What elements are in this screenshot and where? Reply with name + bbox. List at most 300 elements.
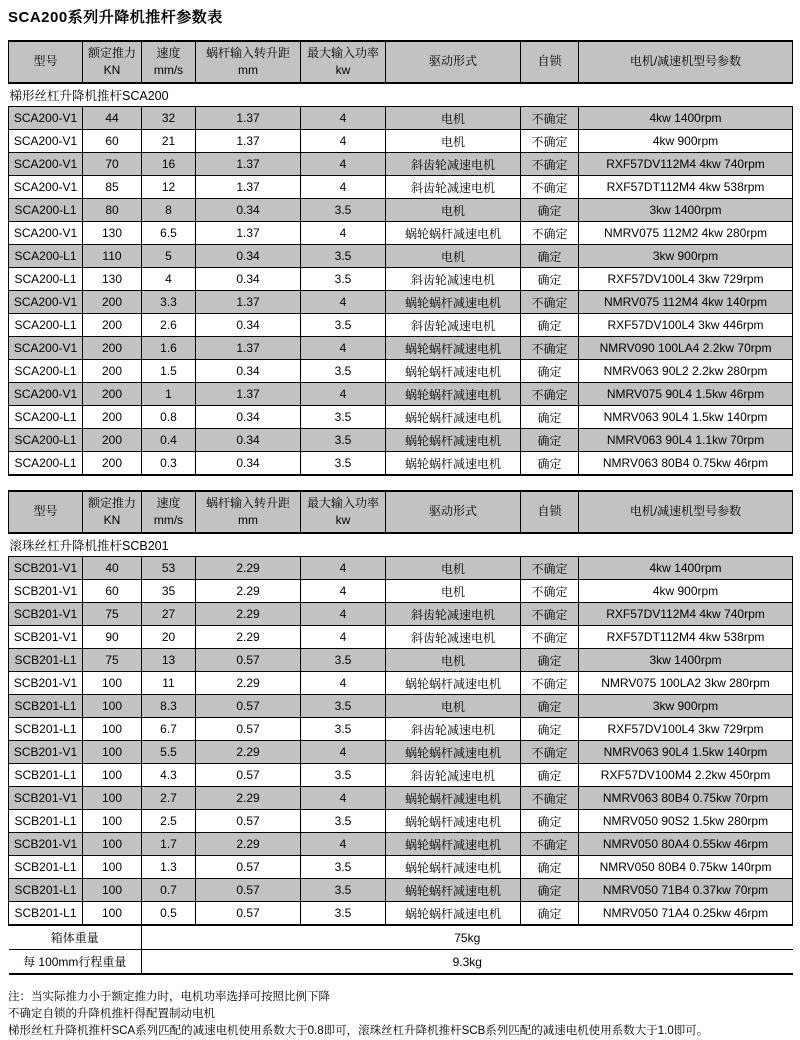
table-row bbox=[9, 741, 793, 764]
cell: 12 bbox=[142, 176, 196, 199]
cell: 0.57 bbox=[196, 902, 301, 926]
cell: SCA200-V1 bbox=[9, 222, 83, 245]
cell: 不确定 bbox=[521, 383, 579, 406]
column-header-unit: mm bbox=[238, 63, 258, 77]
cell: 电机 bbox=[386, 245, 521, 268]
cell: SCB201-V1 bbox=[9, 557, 83, 580]
cell: 200 bbox=[83, 429, 142, 452]
cell: 1.37 bbox=[196, 107, 301, 130]
column-header bbox=[83, 41, 142, 83]
cell: 40 bbox=[83, 557, 142, 580]
cell: NMRV050 80A4 0.55kw 46rpm bbox=[579, 833, 793, 856]
table-row bbox=[9, 626, 793, 649]
cell: 确定 bbox=[521, 810, 579, 833]
cell: 1.37 bbox=[196, 222, 301, 245]
cell: 蜗轮蜗杆减速电机 bbox=[386, 383, 521, 406]
cell: RXF57DV112M4 4kw 740rpm bbox=[579, 153, 793, 176]
cell: 130 bbox=[83, 268, 142, 291]
cell: 3.5 bbox=[301, 810, 386, 833]
cell: 2.6 bbox=[142, 314, 196, 337]
cell: 3.5 bbox=[301, 695, 386, 718]
cell: 0.34 bbox=[196, 406, 301, 429]
cell: 4 bbox=[301, 626, 386, 649]
cell: SCB201-L1 bbox=[9, 879, 83, 902]
cell: 2.29 bbox=[196, 557, 301, 580]
footer-label: 箱体重量 bbox=[9, 925, 142, 950]
cell: 130 bbox=[83, 222, 142, 245]
cell: 100 bbox=[83, 879, 142, 902]
cell: 4 bbox=[301, 741, 386, 764]
table-row bbox=[9, 902, 793, 926]
cell: 60 bbox=[83, 580, 142, 603]
cell: 1 bbox=[142, 383, 196, 406]
cell: 斜齿轮减速电机 bbox=[386, 626, 521, 649]
table-row bbox=[9, 429, 793, 452]
cell: 200 bbox=[83, 406, 142, 429]
cell: 确定 bbox=[521, 452, 579, 476]
cell: 75 bbox=[83, 603, 142, 626]
table-row bbox=[9, 764, 793, 787]
table-row bbox=[9, 452, 793, 476]
cell: 蜗轮蜗杆减速电机 bbox=[386, 672, 521, 695]
table-row bbox=[9, 153, 793, 176]
table-row bbox=[9, 268, 793, 291]
cell: 确定 bbox=[521, 245, 579, 268]
cell: 确定 bbox=[521, 429, 579, 452]
footer-value: 9.3kg bbox=[142, 950, 793, 975]
cell: 100 bbox=[83, 718, 142, 741]
cell: 3.5 bbox=[301, 268, 386, 291]
cell: 2.7 bbox=[142, 787, 196, 810]
cell: 3kw 900rpm bbox=[579, 695, 793, 718]
cell: NMRV075 100LA2 3kw 280rpm bbox=[579, 672, 793, 695]
cell: 3.5 bbox=[301, 452, 386, 476]
column-header-label: 额定推力 bbox=[87, 45, 136, 60]
cell: 1.3 bbox=[142, 856, 196, 879]
section-row bbox=[9, 83, 793, 107]
table-row bbox=[9, 337, 793, 360]
table-row bbox=[9, 787, 793, 810]
cell: 200 bbox=[83, 314, 142, 337]
cell: 35 bbox=[142, 580, 196, 603]
cell: 蜗轮蜗杆减速电机 bbox=[386, 337, 521, 360]
cell: NMRV063 90L4 1.1kw 70rpm bbox=[579, 429, 793, 452]
table-row bbox=[9, 245, 793, 268]
cell: 0.34 bbox=[196, 429, 301, 452]
cell: SCA200-L1 bbox=[9, 406, 83, 429]
table-row bbox=[9, 383, 793, 406]
table-row bbox=[9, 856, 793, 879]
column-header bbox=[301, 491, 386, 533]
cell: 53 bbox=[142, 557, 196, 580]
cell: 0.3 bbox=[142, 452, 196, 476]
cell: 2.29 bbox=[196, 787, 301, 810]
table-row bbox=[9, 879, 793, 902]
cell: 电机 bbox=[386, 130, 521, 153]
cell: 0.34 bbox=[196, 199, 301, 222]
cell: 蜗轮蜗杆减速电机 bbox=[386, 810, 521, 833]
cell: 确定 bbox=[521, 649, 579, 672]
cell: 4 bbox=[301, 291, 386, 314]
cell: 确定 bbox=[521, 764, 579, 787]
table-row bbox=[9, 107, 793, 130]
cell: 100 bbox=[83, 695, 142, 718]
cell: 确定 bbox=[521, 879, 579, 902]
cell: 0.57 bbox=[196, 649, 301, 672]
table-row bbox=[9, 718, 793, 741]
column-header bbox=[142, 491, 196, 533]
cell: 蜗轮蜗杆减速电机 bbox=[386, 856, 521, 879]
table-row bbox=[9, 176, 793, 199]
cell: 斜齿轮减速电机 bbox=[386, 603, 521, 626]
table-row bbox=[9, 360, 793, 383]
section-label: 滚珠丝杠升降机推杆SCB201 bbox=[9, 533, 793, 557]
cell: RXF57DT112M4 4kw 538rpm bbox=[579, 176, 793, 199]
column-header bbox=[579, 491, 793, 533]
cell: 0.57 bbox=[196, 879, 301, 902]
table-header-row bbox=[9, 41, 793, 83]
cell: SCA200-V1 bbox=[9, 291, 83, 314]
cell: 0.34 bbox=[196, 360, 301, 383]
cell: 蜗轮蜗杆减速电机 bbox=[386, 429, 521, 452]
cell: 确定 bbox=[521, 199, 579, 222]
column-header-unit: kw bbox=[335, 513, 351, 527]
cell: 100 bbox=[83, 787, 142, 810]
cell: 确定 bbox=[521, 902, 579, 926]
cell: 不确定 bbox=[521, 222, 579, 245]
cell: NMRV075 112M2 4kw 280rpm bbox=[579, 222, 793, 245]
column-header-label: 型号 bbox=[33, 504, 58, 519]
cell: SCA200-V1 bbox=[9, 153, 83, 176]
cell: RXF57DV112M4 4kw 740rpm bbox=[579, 603, 793, 626]
column-header bbox=[9, 491, 83, 533]
table-row bbox=[9, 314, 793, 337]
cell: 0.57 bbox=[196, 810, 301, 833]
cell: 4 bbox=[301, 222, 386, 245]
section-label: 梯形丝杠升降机推杆SCA200 bbox=[9, 83, 793, 107]
cell: 蜗轮蜗杆减速电机 bbox=[386, 833, 521, 856]
cell: 0.57 bbox=[196, 764, 301, 787]
cell: 4 bbox=[301, 107, 386, 130]
column-header bbox=[196, 491, 301, 533]
cell: 80 bbox=[83, 199, 142, 222]
cell: 0.8 bbox=[142, 406, 196, 429]
cell: 3.5 bbox=[301, 406, 386, 429]
cell: SCA200-L1 bbox=[9, 245, 83, 268]
cell: 确定 bbox=[521, 314, 579, 337]
column-header-label: 自锁 bbox=[537, 54, 562, 69]
cell: 100 bbox=[83, 764, 142, 787]
cell: 4 bbox=[301, 672, 386, 695]
column-header bbox=[83, 491, 142, 533]
table-row bbox=[9, 222, 793, 245]
cell: 3kw 1400rpm bbox=[579, 649, 793, 672]
cell: 0.34 bbox=[196, 452, 301, 476]
cell: 4 bbox=[301, 153, 386, 176]
cell: 斜齿轮减速电机 bbox=[386, 718, 521, 741]
cell: 6.5 bbox=[142, 222, 196, 245]
cell: 蜗轮蜗杆减速电机 bbox=[386, 879, 521, 902]
cell: 5 bbox=[142, 245, 196, 268]
cell: 电机 bbox=[386, 580, 521, 603]
cell: 斜齿轮减速电机 bbox=[386, 314, 521, 337]
cell: NMRV075 112M4 4kw 140rpm bbox=[579, 291, 793, 314]
cell: 0.5 bbox=[142, 902, 196, 926]
table-row bbox=[9, 833, 793, 856]
cell: SCB201-V1 bbox=[9, 580, 83, 603]
cell: 电机 bbox=[386, 107, 521, 130]
cell: 2.29 bbox=[196, 603, 301, 626]
column-header bbox=[386, 41, 521, 83]
cell: RXF57DV100M4 2.2kw 450rpm bbox=[579, 764, 793, 787]
note-line: 注：当实际推力小于额定推力时，电机功率选择可按照比例下降 bbox=[8, 991, 330, 1003]
cell: 110 bbox=[83, 245, 142, 268]
cell: 4kw 1400rpm bbox=[579, 107, 793, 130]
cell: 蜗轮蜗杆减速电机 bbox=[386, 406, 521, 429]
cell: 4 bbox=[301, 557, 386, 580]
column-header-unit: kw bbox=[335, 63, 351, 77]
footer-row bbox=[9, 950, 793, 975]
cell: SCB201-V1 bbox=[9, 833, 83, 856]
cell: 不确定 bbox=[521, 153, 579, 176]
footer-value: 75kg bbox=[142, 925, 793, 950]
cell: 16 bbox=[142, 153, 196, 176]
cell: 100 bbox=[83, 741, 142, 764]
column-header-label: 速度 bbox=[156, 45, 181, 60]
cell: SCA200-L1 bbox=[9, 199, 83, 222]
cell: 斜齿轮减速电机 bbox=[386, 268, 521, 291]
column-header bbox=[579, 41, 793, 83]
cell: 200 bbox=[83, 360, 142, 383]
cell: 3.5 bbox=[301, 314, 386, 337]
cell: NMRV075 90L4 1.5kw 46rpm bbox=[579, 383, 793, 406]
cell: 蜗轮蜗杆减速电机 bbox=[386, 787, 521, 810]
cell: 0.7 bbox=[142, 879, 196, 902]
cell: 70 bbox=[83, 153, 142, 176]
footnotes bbox=[8, 989, 792, 1040]
cell: 3.5 bbox=[301, 718, 386, 741]
cell: 13 bbox=[142, 649, 196, 672]
cell: 4 bbox=[301, 787, 386, 810]
cell: 蜗轮蜗杆减速电机 bbox=[386, 360, 521, 383]
cell: SCB201-L1 bbox=[9, 764, 83, 787]
page-title: SCA200系列升降机推杆参数表 bbox=[8, 9, 223, 26]
table-row bbox=[9, 130, 793, 153]
cell: SCB201-V1 bbox=[9, 741, 83, 764]
table-sca200 bbox=[8, 40, 793, 476]
cell: SCB201-L1 bbox=[9, 810, 83, 833]
cell: 2.29 bbox=[196, 626, 301, 649]
cell: 11 bbox=[142, 672, 196, 695]
section-row bbox=[9, 533, 793, 557]
column-header-unit: mm/s bbox=[153, 513, 184, 527]
column-header bbox=[196, 41, 301, 83]
cell: NMRV063 80B4 0.75kw 46rpm bbox=[579, 452, 793, 476]
cell: 44 bbox=[83, 107, 142, 130]
table-header-row bbox=[9, 491, 793, 533]
cell: SCB201-L1 bbox=[9, 649, 83, 672]
cell: 75 bbox=[83, 649, 142, 672]
cell: 3.5 bbox=[301, 856, 386, 879]
cell: 3.5 bbox=[301, 879, 386, 902]
cell: 蜗轮蜗杆减速电机 bbox=[386, 452, 521, 476]
cell: 电机 bbox=[386, 649, 521, 672]
cell: 1.37 bbox=[196, 153, 301, 176]
cell: 0.57 bbox=[196, 856, 301, 879]
cell: 2.29 bbox=[196, 833, 301, 856]
cell: 8.3 bbox=[142, 695, 196, 718]
cell: 电机 bbox=[386, 695, 521, 718]
cell: SCB201-L1 bbox=[9, 856, 83, 879]
cell: 4 bbox=[301, 176, 386, 199]
cell: RXF57DV100L4 3kw 446rpm bbox=[579, 314, 793, 337]
cell: 3kw 900rpm bbox=[579, 245, 793, 268]
cell: SCA200-L1 bbox=[9, 360, 83, 383]
cell: 不确定 bbox=[521, 337, 579, 360]
cell: 100 bbox=[83, 672, 142, 695]
cell: 确定 bbox=[521, 718, 579, 741]
cell: 3.5 bbox=[301, 764, 386, 787]
cell: 90 bbox=[83, 626, 142, 649]
cell: SCA200-L1 bbox=[9, 314, 83, 337]
cell: 4 bbox=[301, 833, 386, 856]
cell: 3kw 1400rpm bbox=[579, 199, 793, 222]
table-row bbox=[9, 291, 793, 314]
cell: RXF57DV100L4 3kw 729rpm bbox=[579, 268, 793, 291]
cell: SCA200-V1 bbox=[9, 130, 83, 153]
cell: 不确定 bbox=[521, 672, 579, 695]
cell: 200 bbox=[83, 291, 142, 314]
column-header-label: 电机/减速机型号参数 bbox=[629, 504, 742, 519]
cell: 不确定 bbox=[521, 176, 579, 199]
cell: NMRV050 90S2 1.5kw 280rpm bbox=[579, 810, 793, 833]
cell: 2.29 bbox=[196, 741, 301, 764]
cell: 3.5 bbox=[301, 429, 386, 452]
cell: 确定 bbox=[521, 695, 579, 718]
cell: 0.34 bbox=[196, 245, 301, 268]
cell: 4kw 900rpm bbox=[579, 130, 793, 153]
cell: 确定 bbox=[521, 856, 579, 879]
cell: NMRV063 90L4 1.5kw 140rpm bbox=[579, 741, 793, 764]
cell: 0.34 bbox=[196, 268, 301, 291]
cell: 27 bbox=[142, 603, 196, 626]
cell: SCA200-V1 bbox=[9, 337, 83, 360]
note-line: 不确定自锁的升降机推杆得配置制动电机 bbox=[8, 1008, 215, 1020]
cell: SCB201-V1 bbox=[9, 787, 83, 810]
cell: RXF57DT112M4 4kw 538rpm bbox=[579, 626, 793, 649]
cell: 100 bbox=[83, 810, 142, 833]
cell: 不确定 bbox=[521, 107, 579, 130]
cell: 不确定 bbox=[521, 787, 579, 810]
column-header bbox=[142, 41, 196, 83]
cell: 0.57 bbox=[196, 695, 301, 718]
cell: 21 bbox=[142, 130, 196, 153]
cell: SCA200-V1 bbox=[9, 176, 83, 199]
column-header bbox=[521, 491, 579, 533]
cell: NMRV063 90L2 2.2kw 280rpm bbox=[579, 360, 793, 383]
cell: 电机 bbox=[386, 557, 521, 580]
cell: 60 bbox=[83, 130, 142, 153]
column-header-label: 型号 bbox=[33, 54, 58, 69]
cell: 电机 bbox=[386, 199, 521, 222]
cell: 蜗轮蜗杆减速电机 bbox=[386, 291, 521, 314]
cell: SCA200-L1 bbox=[9, 268, 83, 291]
table-row bbox=[9, 672, 793, 695]
column-header-unit: KN bbox=[103, 513, 121, 527]
cell: 8 bbox=[142, 199, 196, 222]
cell: NMRV050 80B4 0.75kw 140rpm bbox=[579, 856, 793, 879]
cell: 4 bbox=[301, 580, 386, 603]
column-header bbox=[9, 41, 83, 83]
cell: 1.37 bbox=[196, 291, 301, 314]
note-line: 梯形丝杠升降机推杆SCA系列匹配的减速电机使用系数大于0.8即可，滚珠丝杠升降机推杆SCB系列匹配的减速电机使用系数大于1.0即可。 bbox=[8, 1025, 709, 1037]
cell: 20 bbox=[142, 626, 196, 649]
cell: NMRV063 80B4 0.75kw 70rpm bbox=[579, 787, 793, 810]
footer-label: 每 100mm行程重量 bbox=[9, 950, 142, 975]
cell: 3.5 bbox=[301, 649, 386, 672]
cell: 3.5 bbox=[301, 245, 386, 268]
column-header-label: 最大输入功率 bbox=[306, 495, 379, 510]
cell: 4 bbox=[301, 383, 386, 406]
cell: SCA200-L1 bbox=[9, 429, 83, 452]
column-header-unit: mm/s bbox=[153, 63, 184, 77]
table-row bbox=[9, 557, 793, 580]
table-row bbox=[9, 649, 793, 672]
cell: 不确定 bbox=[521, 580, 579, 603]
cell: NMRV090 100LA4 2.2kw 70rpm bbox=[579, 337, 793, 360]
cell: NMRV050 71A4 0.25kw 46rpm bbox=[579, 902, 793, 926]
cell: 1.37 bbox=[196, 337, 301, 360]
cell: SCB201-V1 bbox=[9, 672, 83, 695]
cell: 4kw 1400rpm bbox=[579, 557, 793, 580]
cell: 4 bbox=[301, 603, 386, 626]
cell: 1.7 bbox=[142, 833, 196, 856]
cell: 200 bbox=[83, 452, 142, 476]
cell: SCA200-L1 bbox=[9, 452, 83, 476]
cell: NMRV050 71B4 0.37kw 70rpm bbox=[579, 879, 793, 902]
table-row bbox=[9, 810, 793, 833]
cell: 不确定 bbox=[521, 291, 579, 314]
column-header-label: 额定推力 bbox=[87, 495, 136, 510]
column-header-label: 电机/减速机型号参数 bbox=[629, 54, 742, 69]
cell: 不确定 bbox=[521, 626, 579, 649]
cell: 200 bbox=[83, 337, 142, 360]
cell: 4 bbox=[142, 268, 196, 291]
cell: 斜齿轮减速电机 bbox=[386, 764, 521, 787]
table-row bbox=[9, 199, 793, 222]
cell: SCB201-L1 bbox=[9, 718, 83, 741]
cell: SCB201-V1 bbox=[9, 626, 83, 649]
column-header-label: 蜗杆输入转升距 bbox=[205, 495, 290, 510]
cell: 蜗轮蜗杆减速电机 bbox=[386, 222, 521, 245]
column-header-label: 速度 bbox=[156, 495, 181, 510]
column-header-label: 驱动形式 bbox=[428, 504, 477, 519]
column-header-label: 驱动形式 bbox=[428, 54, 477, 69]
cell: 4 bbox=[301, 337, 386, 360]
cell: 斜齿轮减速电机 bbox=[386, 153, 521, 176]
cell: 4kw 900rpm bbox=[579, 580, 793, 603]
column-header-unit: mm bbox=[238, 513, 258, 527]
column-header bbox=[301, 41, 386, 83]
column-header bbox=[521, 41, 579, 83]
cell: 不确定 bbox=[521, 741, 579, 764]
cell: 不确定 bbox=[521, 833, 579, 856]
cell: 100 bbox=[83, 833, 142, 856]
cell: 0.34 bbox=[196, 314, 301, 337]
cell: 1.37 bbox=[196, 176, 301, 199]
cell: 1.37 bbox=[196, 383, 301, 406]
cell: 0.57 bbox=[196, 718, 301, 741]
